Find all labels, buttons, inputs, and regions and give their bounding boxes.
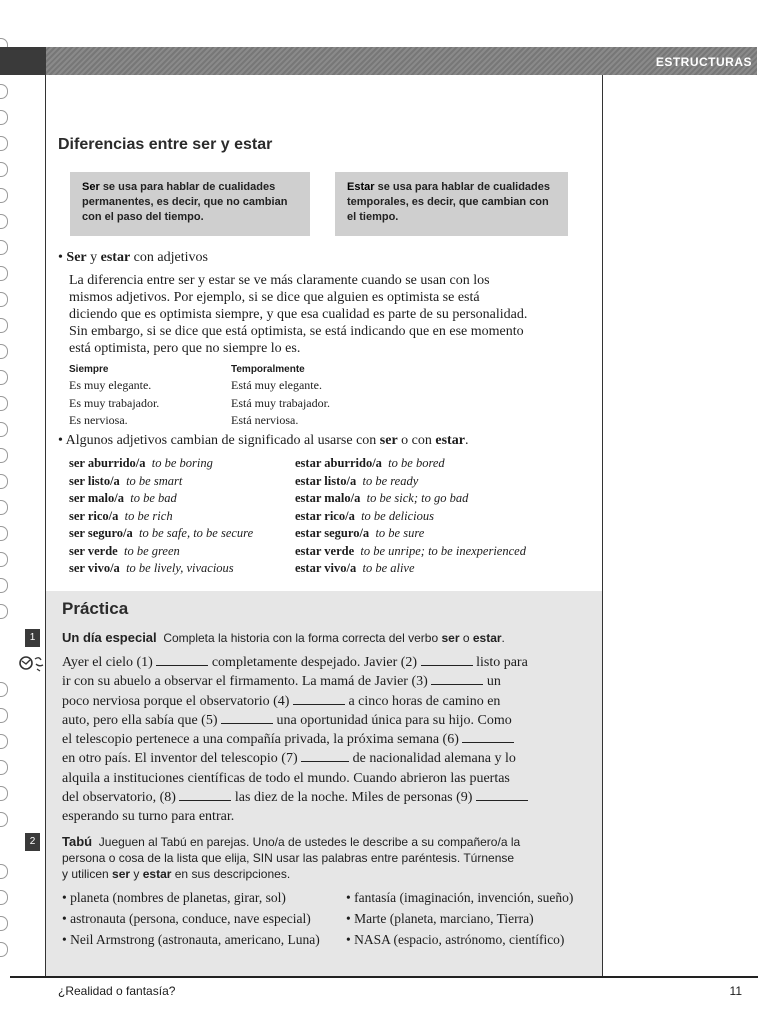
bullet-adjectives: • Algunos adjetivos cambian de significado al usarse con ser o con estar. xyxy=(58,433,469,448)
tabu-item: • Neil Armstrong (astronauta, americano, Luna) xyxy=(62,932,320,947)
ser-box-verb: Ser xyxy=(82,181,100,193)
ser-box xyxy=(70,172,310,236)
instruction-text: y utilicen xyxy=(62,867,113,881)
estar-adjective-list xyxy=(295,455,526,578)
bullet-term: ser xyxy=(379,433,398,448)
adj-term: ser rico/a xyxy=(69,508,119,523)
tabu-item: • fantasía (imaginación, invención, sueño) xyxy=(346,890,574,905)
bottom-rule xyxy=(10,976,758,978)
story-text: del observatorio, (8) xyxy=(62,790,180,806)
answer-blank-6[interactable] xyxy=(462,730,514,743)
answer-blank-9[interactable] xyxy=(476,788,528,801)
paragraph-line: La diferencia entre ser y estar se ve más claramente cuando se usan con los xyxy=(69,273,490,288)
story-text: el telescopio pertenece a una compañía privada, la próxima semana (6) xyxy=(62,732,463,748)
adj-meaning: to be delicious xyxy=(361,508,434,523)
bullet-text: Algunos adjetivos cambian de significado al usarse con xyxy=(65,433,380,448)
explanation-paragraph xyxy=(69,272,604,357)
adj-meaning: to be unripe; to be inexperienced xyxy=(360,543,526,558)
instruction-term: ser xyxy=(441,631,460,645)
paragraph-line: diciendo que es optimista siempre, y que esa cualidad es parte de su personalidad. xyxy=(69,307,528,322)
practice-title: Práctica xyxy=(62,599,129,618)
adj-row xyxy=(295,560,526,578)
exercise-1-instruction xyxy=(62,630,505,645)
exercise-2-title: Tabú xyxy=(62,834,93,849)
story-text: Ayer el cielo (1) xyxy=(62,655,157,670)
answer-blank-5[interactable] xyxy=(221,711,273,724)
adj-term: estar rico/a xyxy=(295,508,355,523)
story-text: las diez de la noche. Miles de personas (9) xyxy=(231,790,476,806)
page-number: 11 xyxy=(729,984,742,998)
adj-row xyxy=(69,455,253,473)
adj-meaning: to be smart xyxy=(126,473,183,488)
ser-adjective-list xyxy=(69,455,253,578)
exercise-1-title: Un día especial xyxy=(62,630,157,645)
story-text: esperando su turno para entrar. xyxy=(62,809,235,825)
adj-row xyxy=(69,490,253,508)
footer-title: ¿Realidad o fantasía? xyxy=(58,984,176,998)
adj-row xyxy=(69,525,253,543)
adj-meaning: to be ready xyxy=(362,473,419,488)
paragraph-line: Sin embargo, si se dice que está optimista, se está indicando que en ese momento xyxy=(69,324,524,339)
story-text: poco nerviosa porque el observatorio (4) xyxy=(62,693,293,709)
exercise-1-story xyxy=(62,653,597,827)
siempre-examples xyxy=(69,377,159,430)
estar-box-line: se usa para hablar de cualidades xyxy=(377,181,551,193)
adj-row xyxy=(69,508,253,526)
answer-blank-7[interactable] xyxy=(301,749,349,762)
adj-term: estar malo/a xyxy=(295,491,361,505)
adj-row xyxy=(69,473,253,491)
instruction-text: y xyxy=(130,867,143,881)
estar-box-line: el tiempo. xyxy=(347,211,399,223)
story-text: completamente despejado. Javier (2) xyxy=(208,655,421,670)
story-text: un xyxy=(483,674,501,690)
story-text: en otro país. El inventor del telescopio (7) xyxy=(62,751,302,767)
paragraph-line: está optimista, pero que no siempre lo es. xyxy=(69,341,301,356)
adj-term: estar vivo/a xyxy=(295,561,357,575)
adj-row xyxy=(69,543,253,561)
story-text: una oportunidad única para su hijo. Como xyxy=(273,712,512,728)
instruction-term: estar xyxy=(472,631,502,645)
bullet-text: con adjetivos xyxy=(130,250,208,265)
bullet-text: . xyxy=(464,433,469,448)
ser-box-line: se usa para hablar de cualidades xyxy=(102,181,276,193)
answer-blank-2[interactable] xyxy=(421,653,473,666)
story-text: listo para xyxy=(472,655,528,670)
example: Está muy elegante. xyxy=(231,378,322,392)
adj-meaning: to be boring xyxy=(151,456,213,470)
exercise-number-2: 2 xyxy=(25,833,40,851)
instruction-text: persona o cosa de la lista que elija, SIN usar las palabras entre paréntesis. Túrnense xyxy=(62,851,515,865)
adj-term: ser seguro/a xyxy=(69,526,133,540)
adj-term: ser malo/a xyxy=(69,491,124,505)
example: Es muy trabajador. xyxy=(69,395,160,410)
adj-meaning: to be green xyxy=(123,543,180,558)
bullet-text: y xyxy=(86,250,101,265)
siempre-header: Siempre xyxy=(69,364,109,375)
adj-row xyxy=(295,455,526,473)
adj-row xyxy=(295,473,526,491)
answer-blank-4[interactable] xyxy=(293,692,345,705)
example: Está nerviosa. xyxy=(231,413,299,427)
exercise-2-instruction xyxy=(62,834,520,882)
header-band xyxy=(0,47,757,75)
adj-term: estar seguro/a xyxy=(295,526,370,540)
section-label: ESTRUCTURAS xyxy=(655,55,752,69)
bullet-term: estar xyxy=(435,433,465,448)
bullet-term: estar xyxy=(100,250,131,265)
adj-meaning: to be sure xyxy=(375,526,425,540)
adj-meaning: to be safe, to be secure xyxy=(139,526,254,540)
adj-term: estar aburrido/a xyxy=(295,456,382,470)
ser-box-line: con el paso del tiempo. xyxy=(82,211,204,223)
temporal-examples xyxy=(231,377,330,430)
adj-row xyxy=(295,508,526,526)
example: Está muy trabajador. xyxy=(231,395,330,410)
adj-row xyxy=(69,560,253,578)
instruction-text: en sus descripciones. xyxy=(171,867,291,881)
story-text: ir con su abuelo a observar el firmamento. La mamá de Javier (3) xyxy=(62,674,432,690)
instruction-term: ser xyxy=(112,867,131,881)
page-title: Diferencias entre ser y estar xyxy=(58,136,273,153)
adj-term: ser aburrido/a xyxy=(69,456,146,470)
bullet-ser-estar: • Ser y estar con adjetivos xyxy=(58,250,208,265)
tabu-list-right xyxy=(346,887,573,950)
adj-row xyxy=(295,525,526,543)
instruction-term: estar xyxy=(142,867,172,881)
pair-icon xyxy=(18,652,46,674)
story-text: alquila a instituciones científicas de todo el mundo. Cuando abrieron las puertas xyxy=(62,770,510,786)
tabu-item: • planeta (nombres de planetas, girar, sol) xyxy=(62,890,286,905)
instruction-text: . xyxy=(501,631,505,645)
adj-meaning: to be rich xyxy=(124,508,173,523)
story-text: de nacionalidad alemana y lo xyxy=(349,751,516,767)
estar-box-line: temporales, es decir, que cambian con xyxy=(347,196,549,208)
tabu-list-left xyxy=(62,887,320,950)
instruction-text: o xyxy=(459,631,473,645)
story-text: a cinco horas de camino en xyxy=(344,693,501,709)
adj-meaning: to be bored xyxy=(388,456,445,470)
estar-box-verb: Estar xyxy=(347,181,375,193)
adj-term: ser verde xyxy=(69,543,118,558)
tabu-item: • Marte (planeta, marciano, Tierra) xyxy=(346,911,534,926)
instruction-text: Completa la historia con la forma correcta del verbo xyxy=(163,631,442,645)
estar-box xyxy=(335,172,568,236)
adj-row xyxy=(295,543,526,561)
paragraph-line: mismos adjetivos. Por ejemplo, si se dice que alguien es optimista se está xyxy=(69,290,480,305)
instruction-text: Jueguen al Tabú en parejas. Uno/a de ustedes le describe a su compañero/a la xyxy=(98,835,521,849)
answer-blank-3[interactable] xyxy=(431,672,483,685)
answer-blank-8[interactable] xyxy=(179,788,231,801)
adj-meaning: to be sick; to go bad xyxy=(366,491,469,505)
adj-meaning: to be alive xyxy=(362,561,415,575)
story-text: auto, pero ella sabía que (5) xyxy=(62,712,221,728)
header-band-dark xyxy=(0,47,46,75)
example: Es nerviosa. xyxy=(69,413,128,427)
right-rule xyxy=(602,75,603,978)
adj-term: estar verde xyxy=(295,543,355,558)
tabu-item: • astronauta (persona, conduce, nave especial) xyxy=(62,911,311,926)
adj-term: ser vivo/a xyxy=(69,561,120,575)
adj-row xyxy=(295,490,526,508)
answer-blank-1[interactable] xyxy=(156,653,208,666)
adj-meaning: to be lively, vivacious xyxy=(126,561,234,575)
tabu-item: • NASA (espacio, astrónomo, científico) xyxy=(346,932,565,947)
bullet-term: Ser xyxy=(66,250,87,265)
exercise-number-1: 1 xyxy=(25,629,40,647)
ser-box-line: permanentes, es decir, que no cambian xyxy=(82,196,288,208)
adj-meaning: to be bad xyxy=(130,491,177,505)
example: Es muy elegante. xyxy=(69,378,152,392)
bullet-text: o con xyxy=(397,433,436,448)
temporal-header: Temporalmente xyxy=(231,364,305,375)
adj-term: estar listo/a xyxy=(295,473,357,488)
adj-term: ser listo/a xyxy=(69,473,120,488)
